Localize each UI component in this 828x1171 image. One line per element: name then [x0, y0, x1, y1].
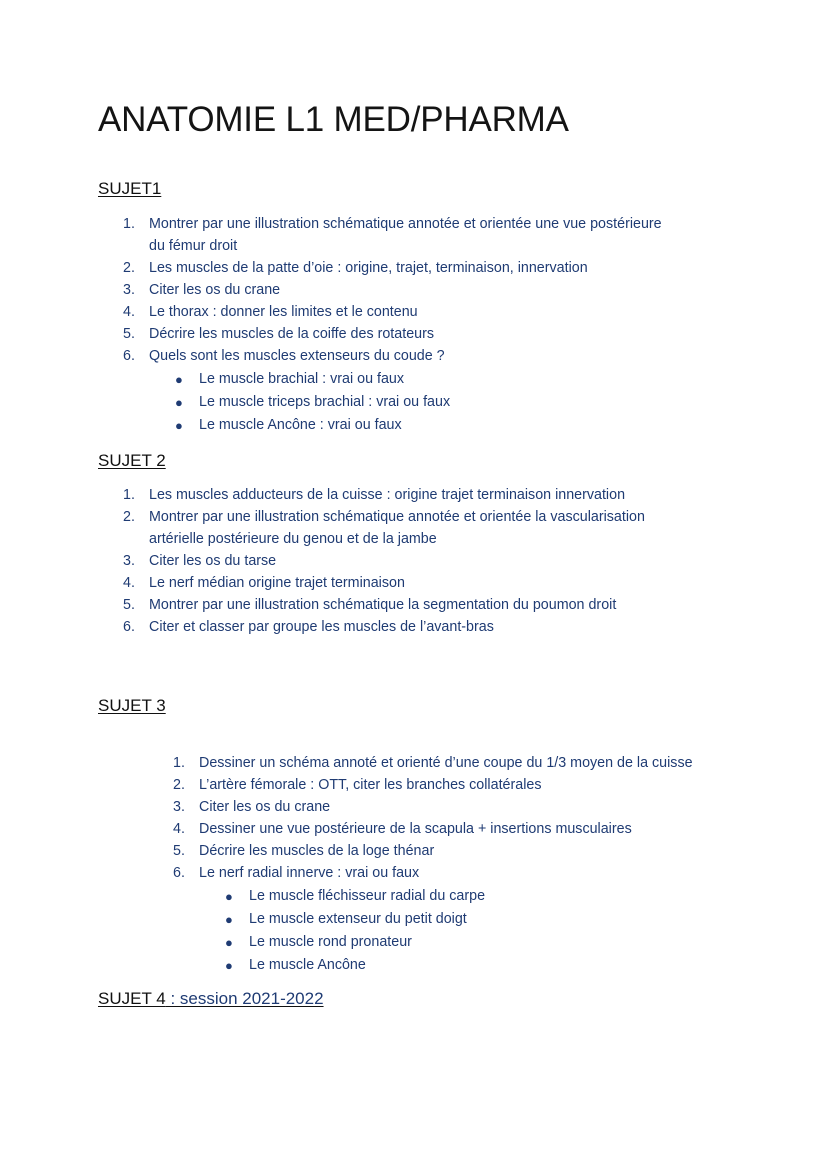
- list-item: [173, 818, 693, 840]
- item-number: 5.: [173, 843, 185, 859]
- bullet-item: [199, 885, 693, 908]
- sujet4-session-label: : session 2021-2022: [165, 989, 324, 1008]
- sujet3-bullet-list: [199, 885, 693, 977]
- bullet-icon: ●: [225, 912, 233, 927]
- item-number: 2.: [173, 777, 185, 793]
- list-item: [123, 213, 662, 257]
- item-text: Décrire les muscles de la loge thénar: [199, 843, 435, 859]
- item-number: 3.: [173, 799, 185, 815]
- item-number: 6.: [123, 619, 135, 635]
- item-number: 2.: [123, 509, 135, 525]
- bullet-text: Le muscle brachial : vrai ou faux: [199, 371, 405, 387]
- bullet-icon: ●: [225, 935, 233, 950]
- item-text: Montrer par une illustration schématique la segmentation du poumon droit: [149, 597, 617, 613]
- item-text: Décrire les muscles de la coiffe des rotateurs: [149, 326, 435, 342]
- item-number: 4.: [173, 821, 185, 837]
- item-text: Dessiner une vue postérieure de la scapula + insertions musculaires: [199, 821, 632, 837]
- item-text: Citer les os du crane: [149, 282, 281, 298]
- list-item: [123, 550, 645, 572]
- item-number: 5.: [123, 326, 135, 342]
- item-number: 4.: [123, 575, 135, 591]
- bullet-text: Le muscle Ancône : vrai ou faux: [199, 417, 402, 433]
- list-item: [123, 572, 645, 594]
- item-text: Les muscles de la patte d’oie : origine, trajet, terminaison, innervation: [149, 260, 588, 276]
- item-text: Citer et classer par groupe les muscles de l’avant-bras: [149, 619, 494, 635]
- sujet1-bullet-list: [149, 368, 662, 437]
- item-text: Le nerf radial innerve : vrai ou faux: [199, 865, 420, 881]
- list-item: [123, 484, 645, 506]
- list-item: [123, 506, 645, 550]
- page-title: ANATOMIE L1 MED/PHARMA: [98, 100, 569, 139]
- bullet-icon: ●: [225, 958, 233, 973]
- list-item: [173, 774, 693, 796]
- item-text-continuation: artérielle postérieure du genou et de la jambe: [149, 531, 437, 547]
- bullet-icon: ●: [175, 395, 183, 410]
- list-item: [123, 257, 662, 279]
- sujet4-heading: [98, 989, 324, 1009]
- bullet-item: [199, 931, 693, 954]
- sujet1-heading: SUJET1: [98, 179, 162, 198]
- item-text: Montrer par une illustration schématique annotée et orientée une vue postérieure: [149, 216, 662, 232]
- bullet-icon: ●: [175, 372, 183, 387]
- sujet3-question-list: [173, 752, 693, 977]
- list-item: [123, 616, 645, 638]
- sujet2-heading: SUJET 2: [98, 451, 166, 470]
- list-item: [173, 796, 693, 818]
- bullet-item: [149, 368, 662, 391]
- list-item: [123, 345, 662, 437]
- item-number: 6.: [173, 865, 185, 881]
- item-number: 3.: [123, 282, 135, 298]
- sujet3-heading: SUJET 3: [98, 696, 166, 715]
- bullet-item: [199, 954, 693, 977]
- item-number: 2.: [123, 260, 135, 276]
- sujet1-question-list: [123, 213, 662, 437]
- item-text: Montrer par une illustration schématique annotée et orientée la vascularisation: [149, 509, 645, 525]
- item-text: Le nerf médian origine trajet terminaison: [149, 575, 405, 591]
- bullet-icon: ●: [175, 418, 183, 433]
- item-number: 3.: [123, 553, 135, 569]
- list-item: [173, 862, 693, 977]
- item-text: Citer les os du tarse: [149, 553, 277, 569]
- item-number: 1.: [123, 487, 135, 503]
- item-text: Dessiner un schéma annoté et orienté d’une coupe du 1/3 moyen de la cuisse: [199, 755, 693, 771]
- bullet-item: [199, 908, 693, 931]
- item-text: Le thorax : donner les limites et le contenu: [149, 304, 418, 320]
- sujet4-heading-label: SUJET 4: [98, 989, 166, 1008]
- bullet-text: Le muscle triceps brachial : vrai ou faux: [199, 394, 451, 410]
- item-text: Citer les os du crane: [199, 799, 331, 815]
- bullet-icon: ●: [225, 889, 233, 904]
- item-text: Quels sont les muscles extenseurs du coude ?: [149, 348, 445, 364]
- bullet-item: [149, 391, 662, 414]
- item-number: 4.: [123, 304, 135, 320]
- item-text-continuation: du fémur droit: [149, 238, 238, 254]
- list-item: [123, 594, 645, 616]
- item-number: 1.: [173, 755, 185, 771]
- list-item: [123, 301, 662, 323]
- item-text: L’artère fémorale : OTT, citer les branches collatérales: [199, 777, 542, 793]
- bullet-text: Le muscle fléchisseur radial du carpe: [249, 888, 486, 904]
- bullet-text: Le muscle extenseur du petit doigt: [249, 911, 467, 927]
- list-item: [173, 752, 693, 774]
- item-number: 5.: [123, 597, 135, 613]
- bullet-item: [149, 414, 662, 437]
- bullet-text: Le muscle Ancône: [249, 957, 366, 973]
- list-item: [123, 279, 662, 301]
- item-number: 6.: [123, 348, 135, 364]
- sujet2-question-list: [123, 484, 645, 638]
- list-item: [173, 840, 693, 862]
- bullet-text: Le muscle rond pronateur: [249, 934, 412, 950]
- list-item: [123, 323, 662, 345]
- item-number: 1.: [123, 216, 135, 232]
- item-text: Les muscles adducteurs de la cuisse : origine trajet terminaison innervation: [149, 487, 626, 503]
